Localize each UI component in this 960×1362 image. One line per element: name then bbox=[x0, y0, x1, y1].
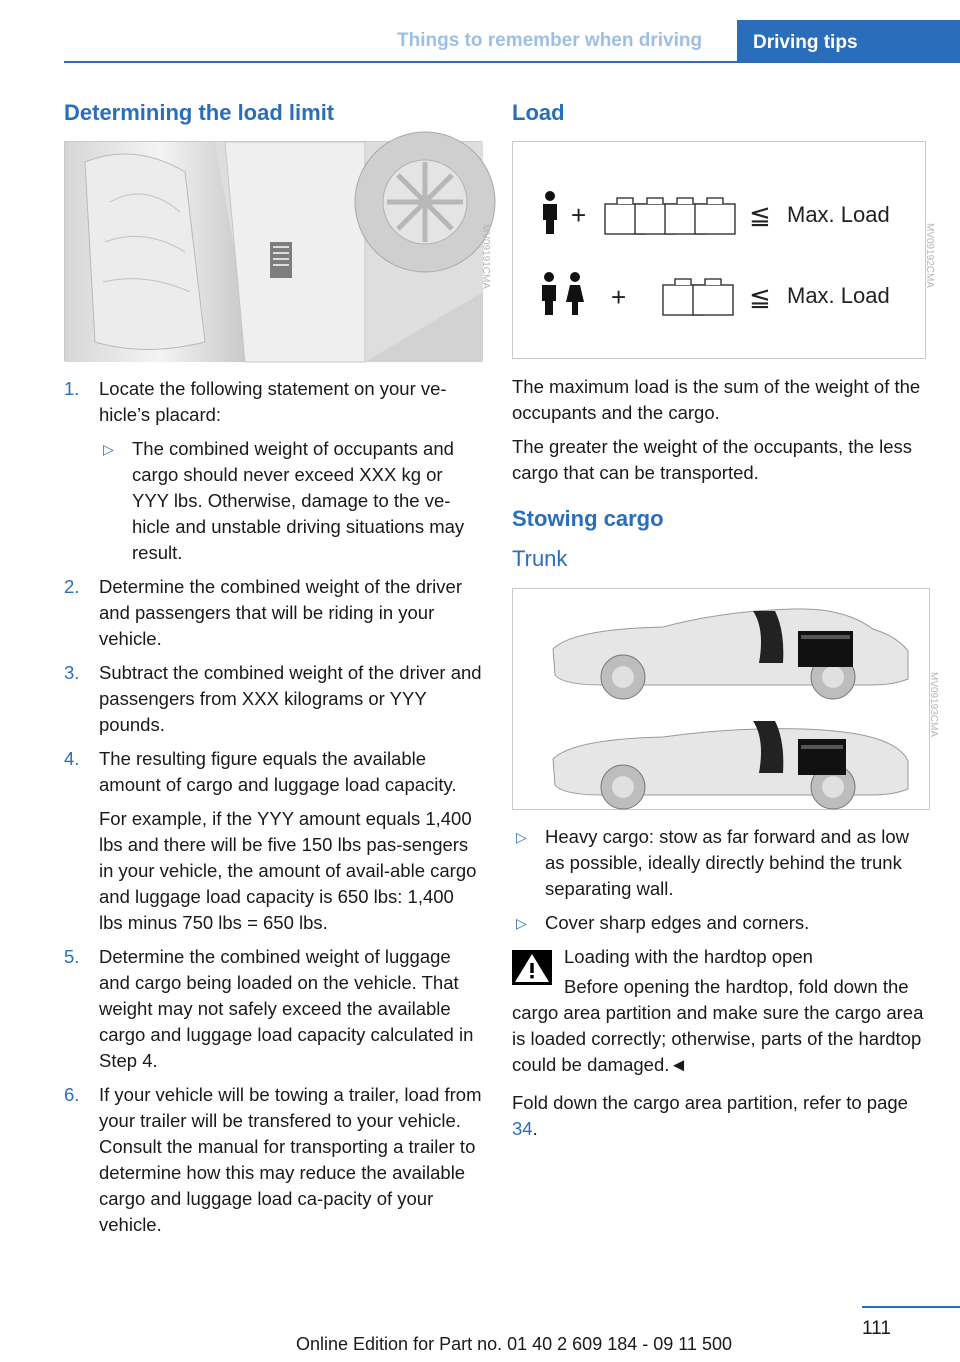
step-item bbox=[64, 746, 482, 936]
max-load-figure bbox=[512, 141, 935, 359]
step-text: Subtract the combined weight of the driver and passengers from XXX kilograms or YYY pounds. bbox=[99, 662, 482, 735]
step-number: 3. bbox=[64, 662, 80, 683]
list-item bbox=[512, 910, 930, 936]
figure-code: MV09192CMA bbox=[923, 222, 935, 289]
list-item bbox=[512, 824, 930, 902]
cargo-cases-icon bbox=[605, 198, 735, 234]
step-text: Determine the combined weight of luggage and cargo being loaded on the vehicle. That weight may not safely exceed the available cargo and luggage load capacity calculated in Step 4. bbox=[99, 946, 474, 1071]
fold-down-text: Fold down the cargo area partition, refer to page bbox=[512, 1092, 908, 1113]
section-heading-load: Load bbox=[512, 100, 565, 125]
less-equal-icon: ≦ bbox=[749, 282, 771, 312]
figure-code: MV09191CMA bbox=[479, 223, 491, 290]
triangle-bullet-icon: ▷ bbox=[516, 915, 527, 931]
step-number: 5. bbox=[64, 946, 80, 967]
footer-rule bbox=[862, 1306, 960, 1308]
triangle-bullet-icon: ▷ bbox=[103, 441, 114, 457]
step-number: 1. bbox=[64, 378, 80, 399]
left-column bbox=[64, 100, 491, 1246]
page-number: 111 bbox=[862, 1318, 891, 1339]
car-with-hardtop-open bbox=[553, 721, 908, 809]
bullet-text: The combined weight of occupants and cargo should never exceed XXX kg or YYY lbs. Otherwise, damage to the ve‐hicle and unstable driving situations may result. bbox=[132, 438, 465, 563]
load-limit-steps bbox=[64, 376, 482, 1238]
subheading-trunk: Trunk bbox=[512, 546, 568, 571]
max-load-diagram bbox=[513, 142, 927, 360]
trunk-figure bbox=[512, 588, 939, 810]
step-number: 4. bbox=[64, 748, 80, 769]
step-item bbox=[64, 1082, 482, 1238]
stowing-bullets bbox=[512, 824, 930, 936]
person-icon bbox=[543, 191, 557, 234]
step-text: Determine the combined weight of the driver and passengers that will be riding in your vehicle. bbox=[99, 576, 462, 649]
max-load-label-2: Max. Load bbox=[787, 283, 890, 308]
door-placard-illustration bbox=[65, 142, 483, 362]
load-paragraph-2: The greater the weight of the occupants, the less cargo that can be transported. bbox=[512, 436, 913, 483]
header-chapter-tab[interactable]: Driving tips bbox=[737, 20, 960, 63]
step-text: If your vehicle will be towing a trailer, load from your trailer will be transfered to your vehicle. Consult the manual for transporting a trailer to determine how this may reduce the available cargo and luggage load ca‐pacity of your vehicle. bbox=[99, 1084, 482, 1235]
step-number: 6. bbox=[64, 1084, 80, 1105]
step-item bbox=[64, 574, 482, 652]
less-equal-icon: ≦ bbox=[749, 200, 771, 230]
plus-icon: + bbox=[571, 200, 587, 230]
footer-edition: Online Edition for Part no. 01 40 2 609 184 - 09 11 500 bbox=[296, 1334, 732, 1354]
step-item bbox=[64, 660, 482, 738]
bullet-text: Cover sharp edges and corners. bbox=[545, 912, 810, 933]
warning-title: Loading with the hardtop open bbox=[564, 946, 813, 967]
page-reference-link[interactable]: 34 bbox=[512, 1118, 533, 1139]
right-column bbox=[512, 100, 939, 1150]
triangle-bullet-icon: ▷ bbox=[516, 829, 527, 845]
load-paragraph-1: The maximum load is the sum of the weight of the occupants and the cargo. bbox=[512, 376, 921, 423]
step-item bbox=[64, 944, 482, 1074]
fold-down-end: . bbox=[532, 1118, 538, 1139]
trunk-cargo-illustration bbox=[513, 589, 931, 811]
fold-down-paragraph bbox=[512, 1090, 930, 1142]
header-rule bbox=[64, 61, 960, 63]
step-example-text: For example, if the YYY amount equals 1,400 lbs and there will be five 150 lbs pas‐sengers in your vehicle, the amount of avail‐able cargo and luggage load capacity is 650 lbs: 1,400 lbs minus 750 lbs = 650 lbs. bbox=[99, 808, 477, 933]
step-text: The resulting figure equals the available amount of cargo and luggage load capacity. bbox=[99, 748, 457, 795]
page-header bbox=[0, 0, 960, 62]
step-text: Locate the following statement on your ve‐hicle’s placard: bbox=[99, 378, 447, 425]
step-number: 2. bbox=[64, 576, 80, 597]
step1-bullets bbox=[99, 436, 482, 566]
section-heading-stowing: Stowing cargo bbox=[512, 506, 664, 531]
bullet-text: Heavy cargo: stow as far forward and as low as possible, ideally directly behind the trunk separating wall. bbox=[545, 826, 909, 899]
warning-block bbox=[512, 944, 930, 1078]
step-item bbox=[64, 376, 482, 566]
section-heading-load-limit: Determining the load limit bbox=[64, 100, 335, 125]
car-with-hardtop bbox=[553, 609, 908, 699]
list-item bbox=[99, 436, 482, 566]
placard-figure bbox=[64, 141, 491, 361]
header-section-title[interactable]: Things to remember when driving bbox=[397, 30, 703, 51]
cargo-cases-icon bbox=[663, 279, 733, 315]
warning-body: Before opening the hardtop, fold down the cargo area partition and make sure the cargo area is loaded correctly; otherwise, parts of the hardtop could be damaged.◄ bbox=[512, 976, 924, 1075]
figure-code: MV09193CMA bbox=[927, 671, 939, 738]
plus-icon: + bbox=[611, 282, 627, 312]
warning-icon bbox=[512, 950, 552, 985]
max-load-label-1: Max. Load bbox=[787, 202, 890, 227]
persons-icon bbox=[542, 272, 584, 315]
